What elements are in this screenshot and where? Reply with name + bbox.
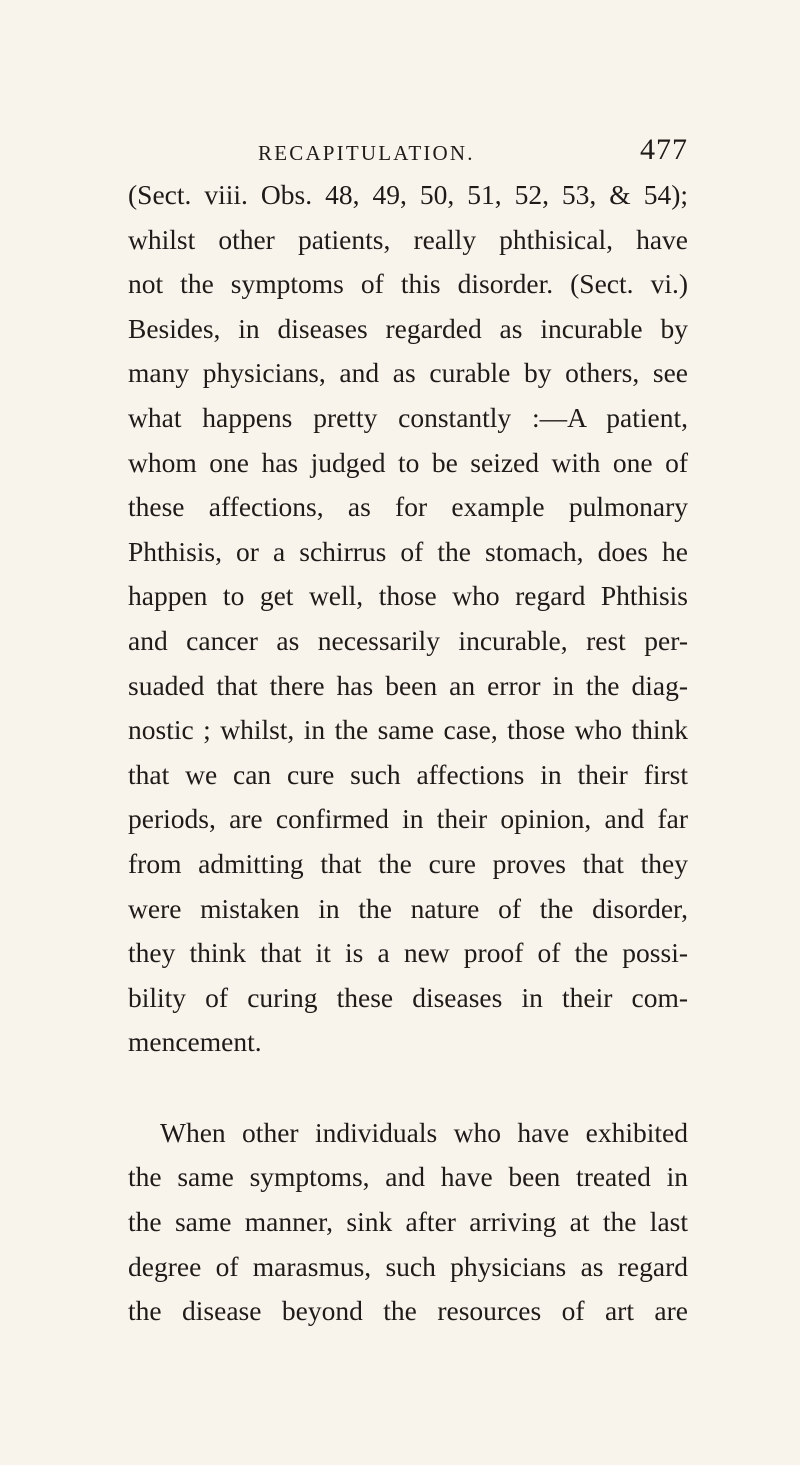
text-line: from admitting that the cure proves that they (128, 847, 688, 879)
text-line: nostic ; whilst, in the same case, those who think (128, 714, 688, 746)
text-line: these affections, as for example pulmonary (128, 491, 688, 523)
text-line: Besides, in diseases regarded as incurable by (128, 312, 688, 344)
text-line: they think that it is a new proof of the possi- (128, 937, 688, 969)
text-line: When other individuals who have exhibited (160, 1116, 688, 1148)
body-text (128, 173, 688, 1334)
text-line: (Sect. viii. Obs. 48, 49, 50, 51, 52, 53, & 54); (128, 179, 688, 210)
text-line: degree of marasmus, such physicians as regard (128, 1250, 688, 1282)
text-line: Phthisis, or a schirrus of the stomach, does he (128, 535, 688, 567)
text-line: mencement. (128, 1026, 262, 1058)
text-line: the same symptoms, and have been treated in (128, 1161, 688, 1193)
text-line: were mistaken in the nature of the disorder, (128, 892, 688, 924)
text-line: that we can cure such affections in their first (128, 758, 688, 790)
text-line: and cancer as necessarily incurable, rest per- (128, 624, 688, 656)
text-line: suaded that there has been an error in the diag- (128, 669, 688, 701)
text-line: the disease beyond the resources of art are (128, 1295, 688, 1327)
page-header (258, 133, 688, 173)
text-line: whilst other patients, really phthisical, have (128, 223, 688, 255)
running-head: RECAPITULATION. (258, 141, 475, 165)
text-line: many physicians, and as curable by others, see (128, 357, 688, 389)
paragraph-2 (128, 1111, 688, 1334)
page-number: 477 (640, 133, 688, 166)
paragraph-gap (128, 1065, 688, 1111)
text-line: bility of curing these diseases in their com- (128, 981, 688, 1013)
text-line: whom one has judged to be seized with one of (128, 446, 688, 478)
text-line: the same manner, sink after arriving at the last (128, 1206, 688, 1238)
paragraph-1 (128, 173, 688, 1065)
text-line: not the symptoms of this disorder. (Sect. vi.) (128, 268, 688, 300)
text-line: what happens pretty constantly :—A patient, (128, 401, 688, 433)
text-line: happen to get well, those who regard Phthisis (128, 580, 688, 612)
text-line: periods, are confirmed in their opinion, and far (128, 803, 688, 835)
